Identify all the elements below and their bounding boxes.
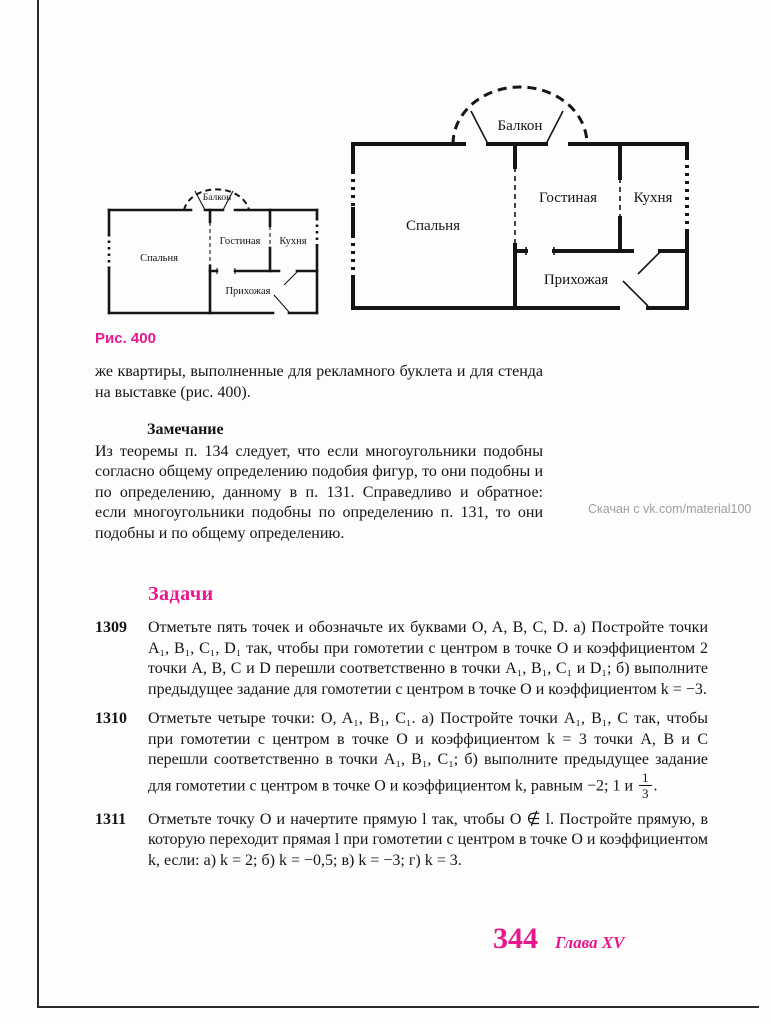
label-living-room: Гостиная	[538, 190, 598, 206]
page-number: 344	[493, 922, 538, 955]
floorplan-large	[350, 83, 692, 313]
problem-text: Отметьте точку O и начертите прямую l так, чтобы O ∉ l. Постройте прямую, в которую переходит прямая l при гомотетии с центром в точке O и коэффициентом k, если: а) k = 2; б) k = −0,5; в) k = −3; г) k = 3.	[148, 810, 708, 869]
page-footer	[493, 922, 625, 956]
intro-paragraph: же квартиры, выполненные для рекламного буклета и для стенда на выставке (рис. 400).	[95, 363, 543, 401]
problems-list	[95, 618, 708, 880]
fraction-numerator: 1	[639, 771, 652, 787]
problem-1310	[95, 709, 708, 801]
problem-text-end: .	[653, 777, 658, 795]
label-kitchen: Кухня	[279, 236, 307, 247]
scan-edge-left	[37, 0, 39, 1008]
label-bedroom: Спальня	[140, 253, 178, 264]
problem-number: 1310	[95, 710, 127, 727]
problem-1311	[95, 810, 708, 872]
watermark-text: Скачан с vk.com/material100	[588, 502, 752, 516]
label-balcony: Балкон	[497, 118, 543, 134]
problem-text	[148, 709, 708, 801]
chapter-label: Глава XV	[555, 933, 625, 952]
main-text-column	[95, 362, 543, 544]
label-bedroom: Спальня	[405, 218, 461, 234]
remark-title: Замечание	[147, 421, 224, 438]
fraction-one-third	[639, 771, 652, 801]
problem-text-main: Отметьте четыре точки: O, A₁, B₁, C₁. а) Постройте точки A₁, B₁, C так, чтобы при гомотетии с центром в точке O и коэффициентом k = 3 точки A, B и C перешли соответственно в точки A₁, B₁, C₁; б) выполните предыдущее задание для гомотетии с центром в точке O и коэффициентом k, равным −2; 1 и	[148, 710, 708, 795]
problem-text: Отметьте пять точек и обозначьте их буквами O, A, B, C, D. а) Постройте точки A₁, B₁, C₁, D₁ так, чтобы при гомотетии с центром в точке O и коэффициентом 2 точки A, B, C и D перешли соответственно в точки A₁, B₁, C₁ и D₁; б) выполните предыдущее задание для гомотетии с центром в точке O и коэффициентом k = −3.	[148, 619, 708, 698]
problem-number: 1309	[95, 619, 127, 636]
label-living-room: Гостиная	[219, 236, 261, 247]
problem-number: 1311	[95, 810, 127, 828]
window-dashes	[353, 157, 687, 277]
partition-dashes	[515, 167, 620, 245]
label-balcony: Балкон	[202, 193, 232, 203]
figure-caption: Рис. 400	[95, 330, 156, 347]
label-kitchen: Кухня	[633, 190, 673, 206]
outer-walls	[353, 144, 687, 308]
scan-edge-bottom	[37, 1006, 759, 1008]
tasks-heading: Задачи	[148, 583, 214, 605]
fraction-denominator: 3	[642, 786, 649, 802]
label-hallway: Прихожая	[225, 286, 271, 297]
label-hallway: Прихожая	[543, 272, 609, 288]
floorplan-small	[107, 182, 319, 315]
remark-paragraph: Из теоремы п. 134 следует, что если многоугольники подобны согласно общему определению подобия фигур, то они подобны и по определению, данному в п. 131. Справедливо и обратное: если многоугольники подобны по определению п. 131, то они подобны и по общему определению.	[95, 442, 543, 542]
problem-1309	[95, 618, 708, 700]
